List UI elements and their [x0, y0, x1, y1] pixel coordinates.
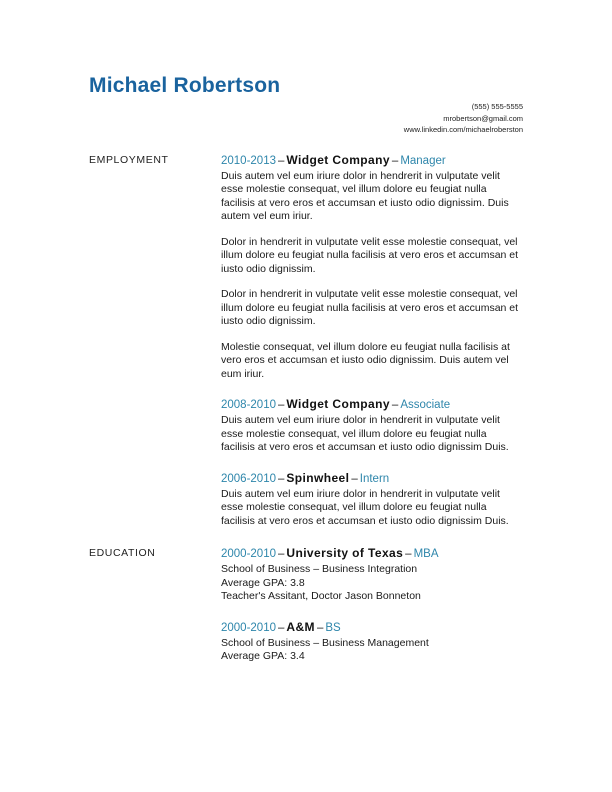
education-detail-line: School of Business – Business Integration: [221, 563, 418, 575]
heading-separator: –: [391, 399, 399, 411]
entry-role: Manager: [400, 154, 446, 167]
section-label-education: EDUCATION: [89, 547, 156, 559]
contact-phone: (555) 555-5555: [471, 102, 523, 111]
entry-heading: [221, 620, 523, 635]
heading-separator: –: [405, 548, 412, 560]
heading-separator: –: [278, 399, 285, 411]
heading-separator: –: [316, 621, 324, 634]
entry-heading: [221, 471, 523, 486]
education-detail-line: Average GPA: 3.8: [221, 576, 305, 589]
entry-dates: 2006-2010: [221, 472, 276, 485]
education-entry: [221, 546, 523, 604]
entry-heading: [221, 153, 523, 168]
employment-entry: [221, 153, 523, 382]
contact-email: mrobertson@gmail.com: [443, 113, 523, 123]
employment-entries: [221, 153, 523, 529]
entry-heading: [221, 546, 523, 561]
entry-organization: Widget Company: [286, 152, 390, 167]
heading-separator: –: [391, 154, 399, 167]
entry-paragraph: Duis autem vel eum iriure dolor in hendrerit in vulputate velit esse molestie consequat, vel illum dolore eu feugiat nulla facilisis at vero eros et accumsan et iusto odio dignissim Duis.: [221, 414, 509, 453]
heading-separator: –: [351, 472, 358, 485]
employment-entry: [221, 471, 523, 529]
entry-degree: MBA: [413, 548, 439, 560]
person-name: Michael Robertson: [89, 74, 281, 97]
entry-role: Intern: [359, 472, 390, 485]
entry-organization: A&M: [286, 619, 315, 634]
section-employment: [89, 153, 523, 529]
entry-dates: 2010-2013: [221, 154, 276, 167]
heading-separator: –: [278, 621, 285, 634]
heading-separator: –: [278, 154, 285, 167]
heading-separator: –: [278, 548, 285, 560]
entry-paragraph: Dolor in hendrerit in vulputate velit esse molestie consequat, vel illum dolore eu feugiat nulla facilisis at vero eros et accumsan et iusto odio dignissim.: [221, 288, 519, 327]
contact-linkedin: www.linkedin.com/michaelroberston: [403, 125, 523, 134]
contact-block: [89, 101, 523, 136]
education-entry: [221, 620, 523, 664]
entry-organization: Widget Company: [286, 397, 390, 411]
entry-dates: 2000-2010: [221, 548, 276, 560]
section-label-employment: EMPLOYMENT: [89, 153, 169, 166]
entry-paragraph: Duis autem vel eum iriure dolor in hendrerit in vulputate velit esse molestie consequat, vel illum dolore eu feugiat nulla facilisis at vero eros et accumsan et iusto odio dignissim. Duis autem vel eum iriur.: [221, 169, 509, 222]
entry-organization: University of Texas: [286, 546, 404, 560]
entry-heading: [221, 397, 523, 412]
employment-entry: [221, 397, 523, 455]
entry-dates: 2008-2010: [221, 399, 276, 411]
heading-separator: –: [278, 472, 285, 485]
entry-paragraph: Molestie consequat, vel illum dolore eu feugiat nulla facilisis at vero eros et accumsan et iusto odio dignissim. Duis autem vel eum iriur.: [221, 340, 510, 380]
entry-role: Associate: [400, 399, 451, 411]
education-detail-line: Teacher's Assitant, Doctor Jason Bonneton: [221, 590, 421, 602]
entry-dates: 2000-2010: [221, 621, 276, 634]
entry-paragraph: Duis autem vel eum iriure dolor in hendrerit in vulputate velit esse molestie consequat, vel illum dolore eu feugiat nulla facilisis at vero eros et accumsan et iusto odio dignissim Duis.: [221, 487, 509, 527]
education-detail-line: School of Business – Business Management: [221, 636, 429, 649]
resume-body: [89, 153, 523, 664]
entry-degree: BS: [325, 621, 341, 634]
entry-paragraph: Dolor in hendrerit in vulputate velit esse molestie consequat, vel illum dolore eu feugiat nulla facilisis at vero eros et accumsan et iusto odio dignissim.: [221, 235, 519, 275]
education-detail-line: Average GPA: 3.4: [221, 650, 305, 662]
education-entries: [221, 546, 523, 664]
entry-organization: Spinwheel: [286, 470, 350, 485]
section-education: [89, 546, 523, 664]
